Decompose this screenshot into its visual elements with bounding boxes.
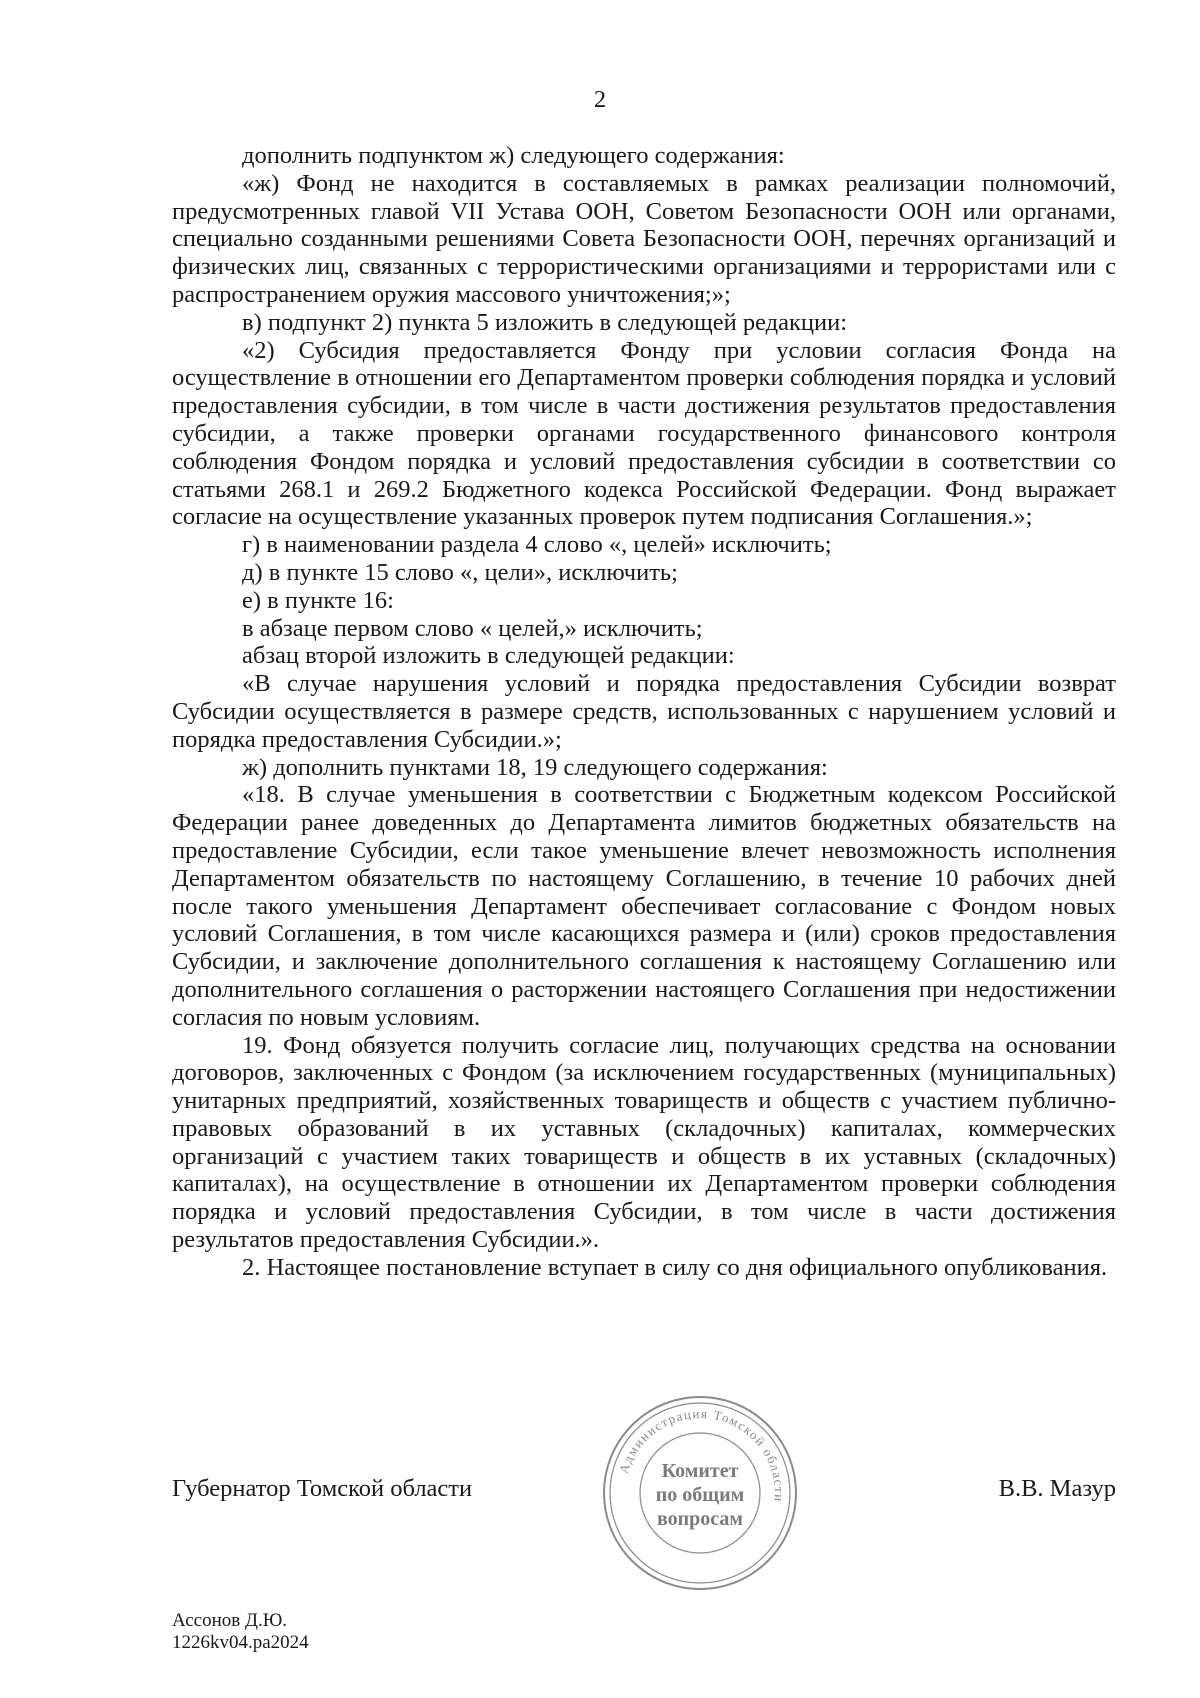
- paragraph: г) в наименовании раздела 4 слово «, целей» исключить;: [242, 531, 832, 559]
- stamp-center-line: вопросам: [656, 1508, 744, 1530]
- paragraph: абзац второй изложить в следующей редакции:: [242, 642, 735, 670]
- paragraph: в) подпункт 2) пункта 5 изложить в следующей редакции:: [242, 308, 848, 336]
- page-number: 2: [593, 86, 607, 113]
- paragraph: е) в пункте 16:: [242, 586, 394, 614]
- stamp-center-line: Комитет: [661, 1460, 739, 1482]
- paragraph: ж) дополнить пунктами 18, 19 следующего содержания:: [242, 753, 828, 781]
- paragraph: «В случае нарушения условий и порядка предоставления Субсидии возврат Субсидии осуществляется в размере средств, использованных с нарушением условий и порядка предоставления Субсидии.»;: [172, 670, 1116, 753]
- stamp-ring-text: Администрация Томской области: [615, 1405, 788, 1504]
- document-body: [172, 142, 1116, 1282]
- paragraph: д) в пункте 15 слово «, цели», исключить;: [242, 558, 678, 586]
- paragraph: «ж) Фонд не находится в составляемых в рамках реализации полномочий, предусмотренных главой VII Устава ООН, Советом Безопасности ООН или органами, специально созданными решениями Совета Безопасности ООН, перечнях организаций и физических лиц, связанных с террористическими организациями и террористами или с распространением оружия массового уничтожения;»;: [172, 169, 1116, 308]
- paragraph: 2. Настоящее постановление вступает в силу со дня официального опубликования.: [242, 1253, 1108, 1281]
- paragraph: в абзаце первом слово « целей,» исключить;: [242, 614, 703, 642]
- stamp-center-line: по общим: [655, 1484, 745, 1506]
- signatory-position: Губернатор Томской области: [172, 1475, 473, 1502]
- paragraph: 19. Фонд обязуется получить согласие лиц, получающих средства на основании договоров, заключенных с Фондом (за исключением государственных (муниципальных) унитарных предприятий, хозяйственных товариществ и обществ с участием публично-правовых образований в их уставных (складочных) капиталах, коммерческих организаций с участием таких товариществ и обществ в их уставных (складочных) капиталах), на осуществление в отношении их Департаментом проверки соблюдения порядка и условий предоставления Субсидии, в том числе в части достижения результатов предоставления Субсидии.».: [172, 1031, 1116, 1254]
- signatory-name: В.В. Мазур: [998, 1475, 1116, 1502]
- document-code: 1226kv04.pa2024: [172, 1632, 309, 1653]
- executor-name: Ассонов Д.Ю.: [172, 1610, 287, 1631]
- paragraph: «2) Субсидия предоставляется Фонду при условии согласия Фонда на осуществление в отношении его Департаментом проверки соблюдения порядка и условий предоставления субсидии, в том числе в части достижения результатов предоставления субсидии, а также проверки органами государственного финансового контроля соблюдения Фондом порядка и условий предоставления субсидии в соответствии со статьями 268.1 и 269.2 Бюджетного кодекса Российской Федерации. Фонд выражает согласие на осуществление указанных проверок путем подписания Соглашения.»;: [172, 336, 1116, 531]
- official-stamp: [600, 1393, 800, 1593]
- paragraph: «18. В случае уменьшения в соответствии с Бюджетным кодексом Российской Федерации ранее доведенных до Департамента лимитов бюджетных обязательств на предоставление Субсидии, если такое уменьшение влечет невозможность исполнения Департаментом обязательств по настоящему Соглашению, в течение 10 рабочих дней после такого уменьшения Департамент обеспечивает согласование с Фондом новых условий Соглашения, в том числе касающихся размера и (или) сроков предоставления Субсидии, и заключение дополнительного соглашения к настоящему Соглашению или дополнительного соглашения о расторжении настоящего Соглашения при недостижении согласия по новым условиям.: [172, 781, 1116, 1031]
- paragraph: дополнить подпунктом ж) следующего содержания:: [242, 142, 785, 169]
- footer-notes: [172, 1610, 309, 1654]
